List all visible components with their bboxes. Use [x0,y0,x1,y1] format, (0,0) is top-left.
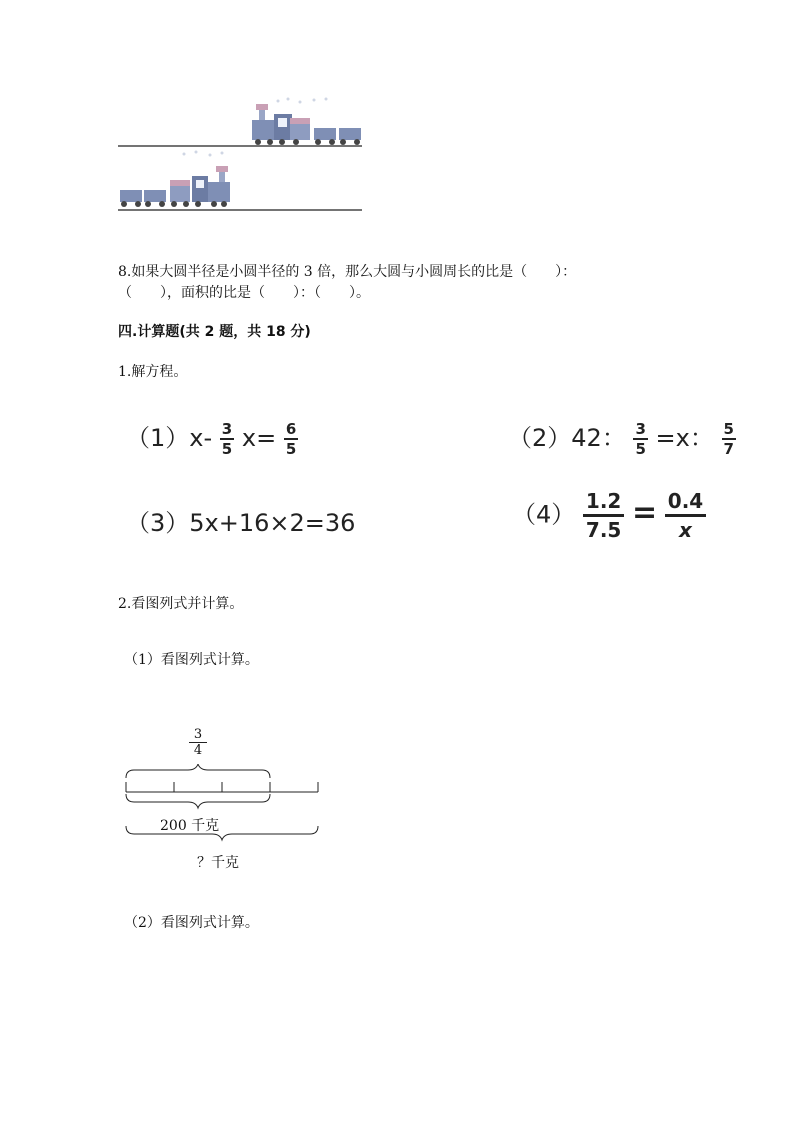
eq3-expr: 5x+16×2=36 [189,509,356,537]
eq1-f1-den: 5 [221,440,233,458]
eq2-label: （2） [508,424,572,452]
equation-2 [508,418,736,458]
diagram-fraction [189,727,207,758]
eq1-label: （1） [126,424,190,452]
eq1-f2-den: 5 [285,440,297,458]
eq1-a: x- [189,424,213,452]
eq3-label: （3） [126,509,190,537]
eq2-f1-num: 3 [635,420,646,438]
eq1-f2-num: 6 [285,420,297,438]
eq2-fraction-2 [722,420,736,458]
eq2-f2-den: 7 [723,440,734,458]
eq1-fraction-2 [284,420,298,458]
segment-diagram [120,764,325,844]
top-brace [126,764,270,778]
q1-title: 1.解方程。 [118,364,188,380]
eq4-f2-den: x [679,518,692,542]
eq2-fraction-1 [633,420,647,458]
q2-sub2: （2）看图列式计算。 [124,915,259,931]
eq4-f1-num: 1.2 [583,488,624,517]
eq4-f1-den: 7.5 [585,518,622,542]
eq4-fraction-1 [583,488,624,543]
eq4-label: （4） [512,500,576,529]
diagram-total-label: ？千克 [197,855,239,871]
q2-title: 2.看图列式并计算。 [118,596,244,612]
q2-sub1: （1）看图列式计算。 [124,652,259,668]
train-illustration [118,96,364,216]
section-title: 四.计算题(共 2 题，共 18 分) [118,324,311,340]
train-left [118,151,362,211]
equation-1 [126,418,298,458]
eq2-b: =x： [655,424,714,452]
diagram-frac-den: 4 [193,743,203,758]
q8-line2: （ ），面积的比是（ ）：（ ）。 [118,285,370,301]
equation-3 [126,503,355,538]
equation-4 [512,488,706,543]
bottom-brace [126,826,318,840]
eq4-f2-num: 0.4 [665,488,706,517]
q8-line1: 8.如果大圆半径是小圆半径的 3 倍，那么大圆与小圆周长的比是（ ）： [118,264,577,280]
eq2-a: 42： [571,424,626,452]
middle-brace [126,794,270,808]
eq2-f2-num: 5 [723,420,734,438]
eq4-equals: = [632,495,658,531]
train-right [118,98,362,147]
eq1-b: x= [241,424,277,452]
eq4-fraction-2 [665,488,706,543]
eq1-fraction-1 [220,420,234,458]
diagram-frac-num: 3 [189,727,207,743]
eq1-f1-num: 3 [221,420,233,438]
eq2-f1-den: 5 [635,440,646,458]
diagram-part-label: 200 千克 [160,818,220,834]
